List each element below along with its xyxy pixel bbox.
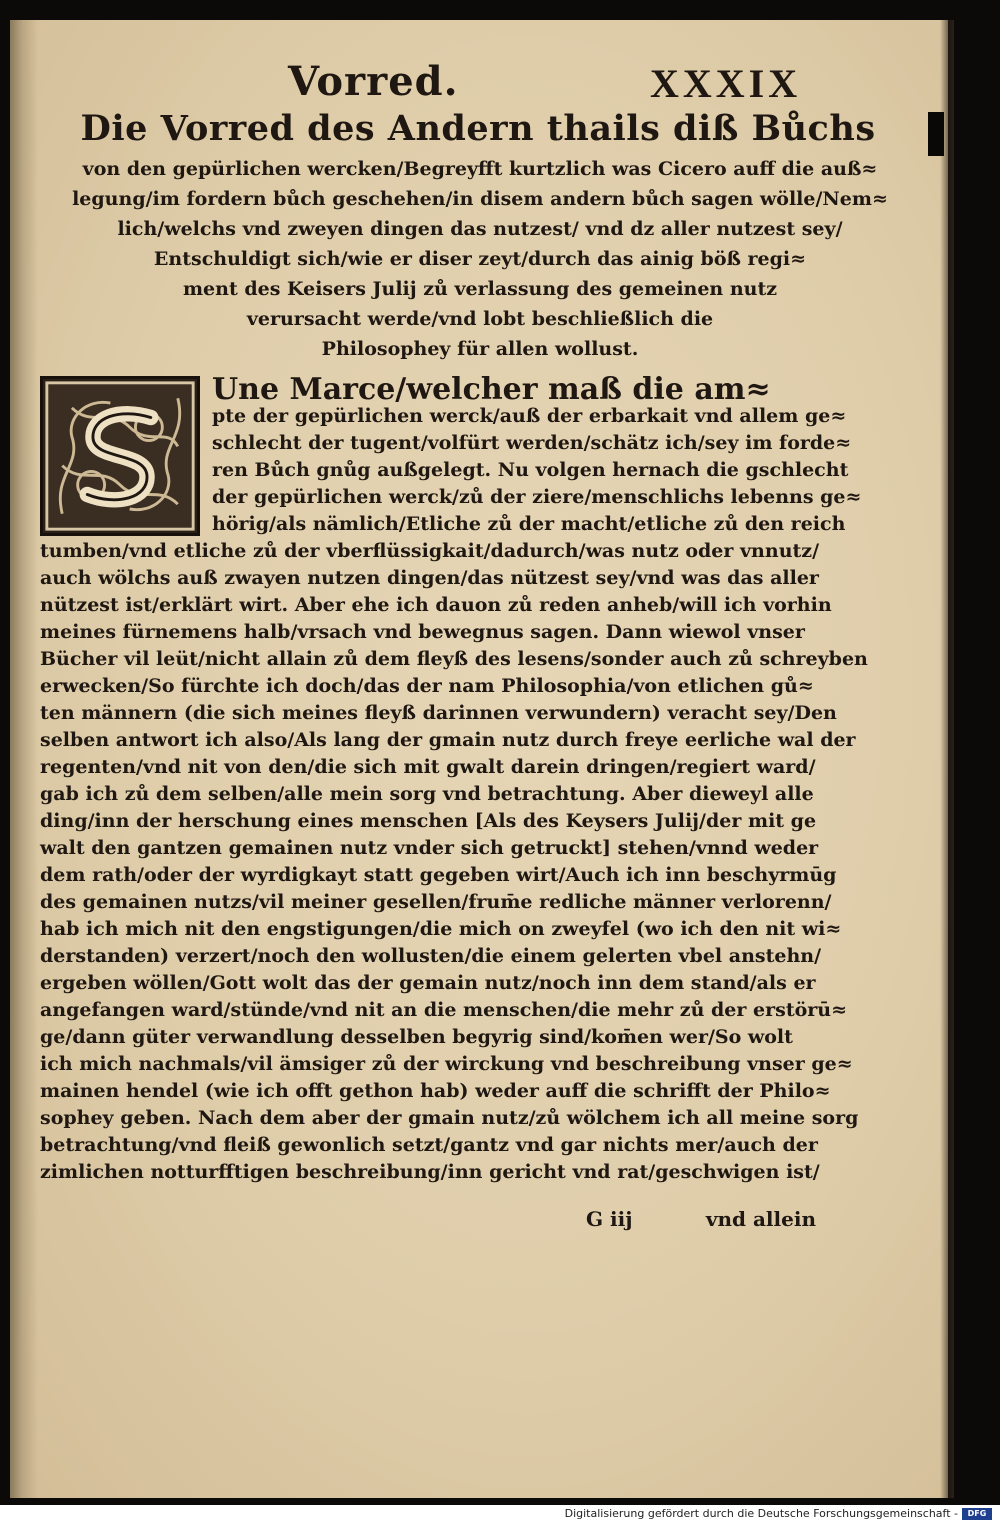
text-line: nützest ist/erklärt wirt. Aber ehe ich dauon zů reden anheb/will ich vorhin (40, 594, 832, 616)
text-line: hörig/als nämlich/Etliche zů der macht/etliche zů den reich (212, 513, 846, 535)
page-edge-shadow (940, 20, 954, 1498)
text-line: ge/dann güter verwandlung desselben begyrig sind/kom̄en wer/So wolt (40, 1026, 793, 1048)
catchline (40, 1204, 816, 1234)
signature-mark: G iij (586, 1207, 633, 1231)
text-line: regenten/vnd nit von den/die sich mit gwalt darein dringen/regiert ward/ (40, 756, 816, 778)
text-line: sophey geben. Nach dem aber der gmain nutz/zů wölchem ich all meine sorg (40, 1107, 859, 1129)
running-head: Vorred. (288, 58, 459, 105)
text-line: dem rath/oder der wyrdigkayt statt gegeben wirt/Auch ich inn beschyrmūg (40, 864, 837, 886)
folio-number: XXXIX (650, 61, 802, 106)
summary-line: ment des Keisers Julij zů verlassung des gemeinen nutz (182, 278, 778, 300)
text-line: pte der gepürlichen werck/auß der erbarkait vnd allem ge≈ (212, 405, 847, 427)
summary-line: lich/welchs vnd zweyen dingen das nutzest/ vnd dz aller nutzest sey/ (117, 218, 843, 240)
page-edge-tab (928, 112, 944, 156)
funding-credit: Digitalisierung gefördert durch die Deutsche Forschungsgemeinschaft - (564, 1507, 958, 1520)
page-gutter-shadow (10, 20, 38, 1498)
text-line: gab ich zů dem selben/alle mein sorg vnd betrachtung. Aber dieweyl alle (40, 783, 814, 805)
text-line: Une Marce/welcher maß die am≈ (212, 372, 771, 407)
body-text (40, 372, 920, 1186)
text-line: selben antwort ich also/Als lang der gmain nutz durch freye eerliche wal der (40, 729, 856, 751)
summary-line: verursacht werde/vnd lobt beschließlich die (246, 308, 714, 330)
summary-line: legung/im fordern bůch geschehen/in disem andern bůch sagen wölle/Nem≈ (72, 188, 888, 210)
text-line: der gepürlichen werck/zů der ziere/menschlichs lebenns ge≈ (212, 486, 862, 508)
dfg-logo: DFG (962, 1508, 992, 1520)
text-line: auch wölchs auß zwayen nutzen dingen/das nützest sey/vnd was das aller (40, 567, 819, 589)
text-line: Bücher vil leüt/nicht allain zů dem fleyß des lesens/sonder auch zů schreyben (40, 648, 868, 670)
text-line: schlecht der tugent/volfürt werden/schätz ich/sey im forde≈ (212, 432, 852, 454)
text-line: ergeben wöllen/Gott wolt das der gemain nutz/noch inn dem stand/als er (40, 972, 816, 994)
text-line: mainen hendel (wie ich offt gethon hab) weder auff die schrifft der Philo≈ (40, 1080, 831, 1102)
text-line: zimlichen notturfftigen beschreibung/inn gericht vnd rat/geschwigen ist/ (40, 1161, 820, 1183)
summary-line: Entschuldigt sich/wie er diser zeyt/durch das ainig böß regi≈ (153, 248, 807, 270)
text-line: derstanden) verzert/noch den wollusten/die einem gelerten vbel anstehn/ (40, 945, 822, 967)
text-line: erwecken/So fürchte ich doch/das der nam Philosophia/von etlichen gů≈ (40, 675, 814, 697)
text-line: ren Bůch gnůg außgelegt. Nu volgen hernach die gschlecht (212, 459, 849, 481)
catchword: vnd allein (705, 1207, 816, 1231)
text-line: betrachtung/vnd fleiß gewonlich setzt/gantz vnd gar nichts mer/auch der (40, 1134, 818, 1156)
digitization-footer (0, 1505, 1000, 1523)
text-line: hab ich mich nit den engstigungen/die mich on zweyfel (wo ich den nit wi≈ (40, 918, 842, 940)
summary-line: von den gepürlichen wercken/Begreyfft kurtzlich was Cicero auff die auß≈ (82, 158, 878, 180)
text-line: ding/inn der herschung eines menschen [Als des Keysers Julij/der mit ge (40, 810, 817, 832)
text-line: tumben/vnd etliche zů der vberflüssigkait/dadurch/was nutz oder vnnutz/ (40, 540, 820, 562)
chapter-summary (40, 154, 920, 364)
text-line: ich mich nachmals/vil ämsiger zů der wirckung vnd beschreibung vnser ge≈ (40, 1053, 853, 1075)
text-line: ten männern (die sich meines fleyß darinnen verwundern) veracht sey/Den (40, 702, 837, 724)
text-line: walt den gantzen gemainen nutz vnder sich getruckt] stehen/vnnd weder (40, 837, 819, 859)
text-line: des gemainen nutzs/vil meiner gesellen/frum̄e redliche männer verlorenn/ (40, 891, 832, 913)
text-line: meines fürnemens halb/vrsach vnd bewegnus sagen. Dann wiewol vnser (40, 621, 805, 643)
summary-line: Philosophey für allen wollust. (321, 338, 639, 360)
chapter-heading: Die Vorred des Andern thails diß Bůchs (80, 108, 876, 149)
text-line: angefangen ward/stünde/vnd nit an die menschen/die mehr zů der erstörū≈ (40, 999, 848, 1021)
